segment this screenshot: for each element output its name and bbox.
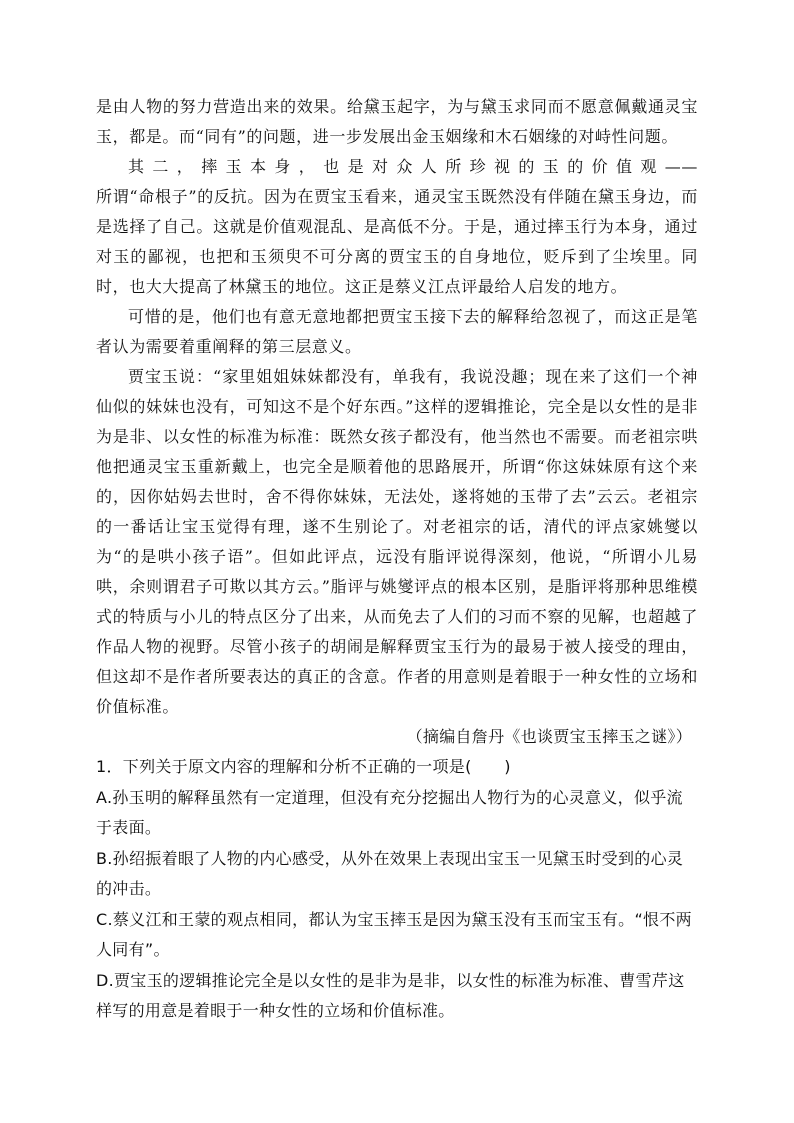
passage-paragraph-2-continued: 所谓“命根子”的反抗。因为在贾宝玉看来，通灵宝玉既然没有伴随在黛玉身边，而是选择了自己。这就是价值观混乱、是高低不分。于是，通过摔玉行为本身，通过对玉的鄙视，也把和玉须臾不可分离的贾宝玉的自身地位，贬斥到了尘埃里。同时，也大大提高了林黛玉的地位。这正是蔡义江点评最给人启发的地方。 (96, 187, 698, 296)
option-c: C.蔡义江和王蒙的观点相同，都认为宝玉摔玉是因为黛玉没有玉而宝玉有。“恨不两人同有”。 (96, 909, 692, 959)
passage-paragraph-3: 可惜的是，他们也有意无意地都把贾宝玉接下去的解释给忽视了，而这正是笔者认为需要着重阐释的第三层意义。 (96, 307, 698, 356)
option-a: A.孙玉明的解释虽然有一定道理，但没有充分挖掘出人物行为的心灵意义，似乎流于表面。 (96, 787, 683, 837)
option-d: D.贾宝玉的逻辑推论完全是以女性的是非为是非，以女性的标准为标准、曹雪芹这样写的用意是着眼于一种女性的立场和价值标准。 (96, 970, 685, 1020)
passage-paragraph-1: 是由人物的努力营造出来的效果。给黛玉起字，为与黛玉求同而不愿意佩戴通灵宝玉，都是。而“同有”的问题，进一步发展出金玉姻缘和木石姻缘的对峙性问题。 (96, 97, 698, 146)
passage-paragraph-2-line-1: 其二，摔玉本身，也是对众人所珍视的玉的价值观—— (128, 157, 698, 176)
document-page (96, 92, 698, 1027)
reading-passage (96, 92, 698, 722)
source-citation: （摘编自詹丹《也谈贾宝玉摔玉之谜》） (406, 727, 692, 746)
option-b: B.孙绍振着眼了人物的内心感受，从外在效果上表现出宝玉一见黛玉时受到的心灵的冲击。 (96, 848, 684, 898)
passage-paragraph-4: 贾宝玉说：“家里姐姐妹妹都没有，单我有，我说没趣；现在来了这们一个神仙似的妹妹也没有，可知这不是个好东西。”这样的逻辑推论，完全是以女性的是非为是非、以女性的标准为标准：既然女孩子都没有，他当然也不需要。而老祖宗哄他把通灵宝玉重新戴上，也完全是顺着他的思路展开，所谓“你这妹妹原有这个来的，因你姑妈去世时，舍不得你妹妹，无法处，遂将她的玉带了去”云云。老祖宗的一番话让宝玉觉得有理，遂不生别论了。对老祖宗的话，清代的评点家姚燮以为“的是哄小孩子语”。但如此评点，远没有脂评说得深刻，他说，“所谓小儿易哄，余则谓君子可欺以其方云。”脂评与姚燮评点的根本区别，是脂评将那种思维模式的特质与小儿的特点区分了出来，从而免去了人们的习而不察的见解，也超越了作品人物的视野。尽管小孩子的胡闹是解释贾宝玉行为的最易于被人接受的理由，但这却不是作者所要表达的真正的含意。作者的用意则是着眼于一种女性的立场和价值标准。 (96, 367, 698, 716)
question-stem: 1．下列关于原文内容的理解和分析不正确的一项是( ) (96, 757, 511, 776)
question-block (96, 752, 698, 1027)
